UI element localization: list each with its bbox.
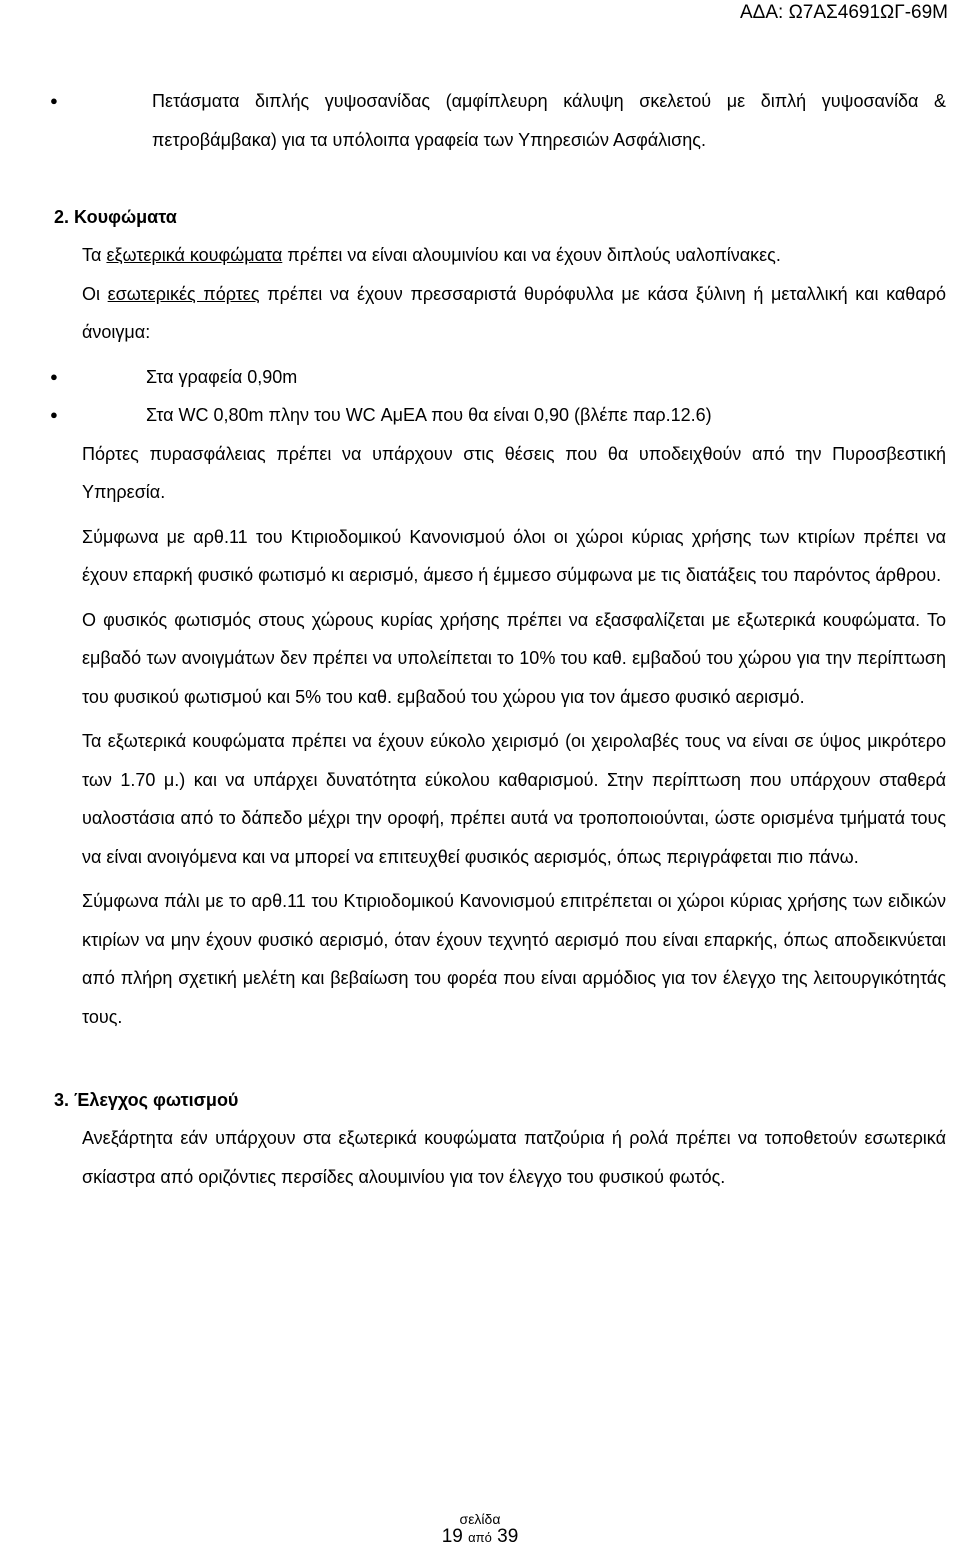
total-pages: 39 — [497, 1526, 519, 1548]
paragraph-light-control: Ανεξάρτητα εάν υπάρχουν στα εξωτερικά κουφώματα πατζούρια ή ρολά πρέπει να τοποθετούν εσωτερικά σκίαστρα από οριζόντιες περσίδες αλουμινίου για τον έλεγχο του φυσικού φωτός. — [82, 1128, 946, 1187]
bullet-icon: ● — [50, 368, 58, 384]
paragraph-artificial-ventilation: Σύμφωνα πάλι με το αρθ.11 του Κτιριοδομικού Κανονισμού επιτρέπεται οι χώροι κύριας χρήσης των ειδικών κτιρίων να μην έχουν φυσικό αερισμό, όταν έχουν τεχνητό αερισμό που είναι επαρκής, όπως αποδεικνύεται από πλήρη σχετική μελέτη και βεβαίωση του φορέα που είναι αρμόδιος για τον έλεγχο της λειτουργικότητάς τους. — [82, 891, 946, 1027]
paragraph-fire-doors: Πόρτες πυρασφάλειας πρέπει να υπάρχουν στις θέσεις που θα υποδειχθούν από την Πυροσβεστική Υπηρεσία. — [82, 443, 946, 502]
page-footer — [0, 1512, 960, 1548]
paragraph-internal-doors — [82, 275, 946, 352]
top-bullet-list — [50, 82, 946, 159]
page-label: σελίδα — [459, 1511, 501, 1527]
ada-header: ΑΔΑ: Ω7ΑΣ4691ΩΓ-69Μ — [739, 2, 948, 23]
text: πρέπει να έχουν πρεσσαριστά θυρόφυλλα με κάσα ξύλινη ή μεταλλική και καθαρό άνοιγμα: — [82, 283, 946, 342]
bullet-icon: ● — [50, 407, 58, 422]
list-item-text: Στα γραφεία 0,90m — [146, 366, 298, 387]
document-body — [50, 82, 946, 1196]
underlined-text: εξωτερικά κουφώματα — [106, 245, 283, 265]
section-2-heading: 2. Κουφώματα — [54, 206, 177, 227]
underlined-text: εσωτερικές πόρτες — [107, 283, 260, 304]
text: Οι — [82, 283, 108, 304]
list-item — [50, 396, 946, 435]
list-item-text: Στα WC 0,80m πλην του WC ΑμΕΑ που θα είναι 0,90 (βλέπε παρ.12.6) — [146, 405, 712, 425]
paragraph-frame-handling: Τα εξωτερικά κουφώματα πρέπει να έχουν εύκολο χειρισμό (οι χειρολαβές τους να είναι σε ύψος μικρότερο των 1.70 μ.) και να υπάρχει δυνατότητα εύκολου καθαρισμού. Στην περίπτωση που υπάρχουν σταθερά υαλοστάσια από το δάπεδο μέχρι την οροφή, πρέπει αυτά να τροποποιούνται, ώστε ορισμένα τμήματά τους να είναι ανοιγόμενα και να μπορεί να επιτευχθεί φυσικός αερισμός, όπως περιγράφεται πιο πάνω. — [82, 731, 946, 867]
paragraph-natural-lighting: Ο φυσικός φωτισμός στους χώρους κυρίας χρήσης πρέπει να εξασφαλίζεται με εξωτερικά κουφώματα. Το εμβαδό των ανοιγμάτων δεν πρέπει να υπολείπεται το 10% του καθ. εμβαδού του χώρου για την περίπτωση του φυσικού φωτισμού και 5% του καθ. εμβαδού του χώρου για τον άμεσο φυσικό αερισμό. — [82, 609, 946, 707]
paragraph-article-11: Σύμφωνα με αρθ.11 του Κτιριοδομικού Κανονισμού όλοι οι χώροι κύριας χρήσης των κτιρίων πρέπει να έχουν επαρκή φυσικό φωτισμό κι αερισμό, άμεσο ή έμμεσο σύμφωνα με τις διατάξεις του παρόντος άρθρου. — [82, 526, 946, 585]
text: πρέπει να είναι αλουμινίου και να έχουν διπλούς υαλοπίνακες. — [282, 245, 781, 265]
list-item — [50, 82, 946, 159]
current-page: 19 — [441, 1526, 463, 1548]
list-item — [50, 358, 946, 397]
section-3-heading: 3. Έλεγχος φωτισμού — [54, 1089, 239, 1110]
door-width-list — [50, 358, 946, 435]
text: Τα — [82, 245, 107, 265]
bullet-icon: ● — [50, 93, 58, 108]
of-label: από — [468, 1530, 492, 1546]
paragraph-external-frames — [82, 236, 946, 275]
list-item-text: Πετάσματα διπλής γυψοσανίδας (αμφίπλευρη κάλυψη σκελετού με διπλή γυψοσανίδα & πετροβάμβακα) για τα υπόλοιπα γραφεία των Υπηρεσιών Ασφάλισης. — [152, 91, 946, 150]
page-number — [442, 1526, 519, 1547]
